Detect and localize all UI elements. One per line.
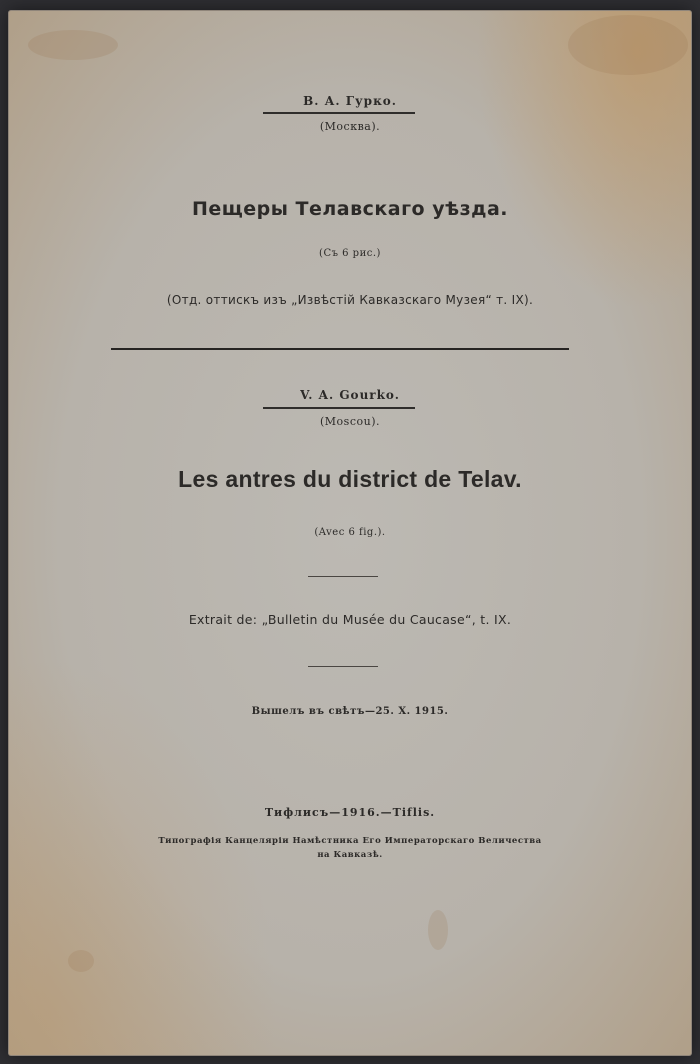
- paper-stain: [68, 950, 94, 972]
- figures-ru: (Съ 6 рис.): [319, 248, 381, 259]
- printer-line-2: на Кавказѣ.: [317, 850, 383, 860]
- figures-fr: (Avec 6 fig.).: [314, 527, 386, 538]
- paper-stain: [568, 15, 688, 75]
- offprint-ru: (Отд. оттискъ изъ „Извѣстій Кавказскаго Музея“ т. IX).: [166, 293, 534, 307]
- author-ru: В. А. Гурко.: [303, 94, 397, 108]
- short-rule: [308, 666, 378, 667]
- short-rule: [308, 576, 378, 577]
- booklet-cover: [8, 10, 692, 1056]
- city-ru: (Москва).: [319, 120, 381, 133]
- author-fr: V. A. Gourko.: [300, 388, 400, 402]
- title-fr: Les antres du district de Telav.: [178, 466, 522, 492]
- publication-date: Вышелъ въ свѣтъ—25. X. 1915.: [251, 706, 449, 717]
- imprint-place-year: Тифлисъ—1916.—Tiflis.: [264, 806, 436, 819]
- author-fr-underline: [263, 407, 415, 409]
- author-ru-underline: [263, 112, 415, 114]
- paper-stain: [28, 30, 118, 60]
- printer-line-1: Типографія Канцеляріи Намѣстника Его Императорскаго Величества: [158, 836, 542, 846]
- title-ru: Пещеры Телавскаго уѣзда.: [191, 198, 509, 220]
- paper-stain: [428, 910, 448, 950]
- city-fr: (Moscou).: [320, 415, 380, 428]
- divider-rule: [111, 348, 569, 350]
- extrait-fr: Extrait de: „Bulletin du Musée du Caucase“, t. IX.: [188, 612, 512, 627]
